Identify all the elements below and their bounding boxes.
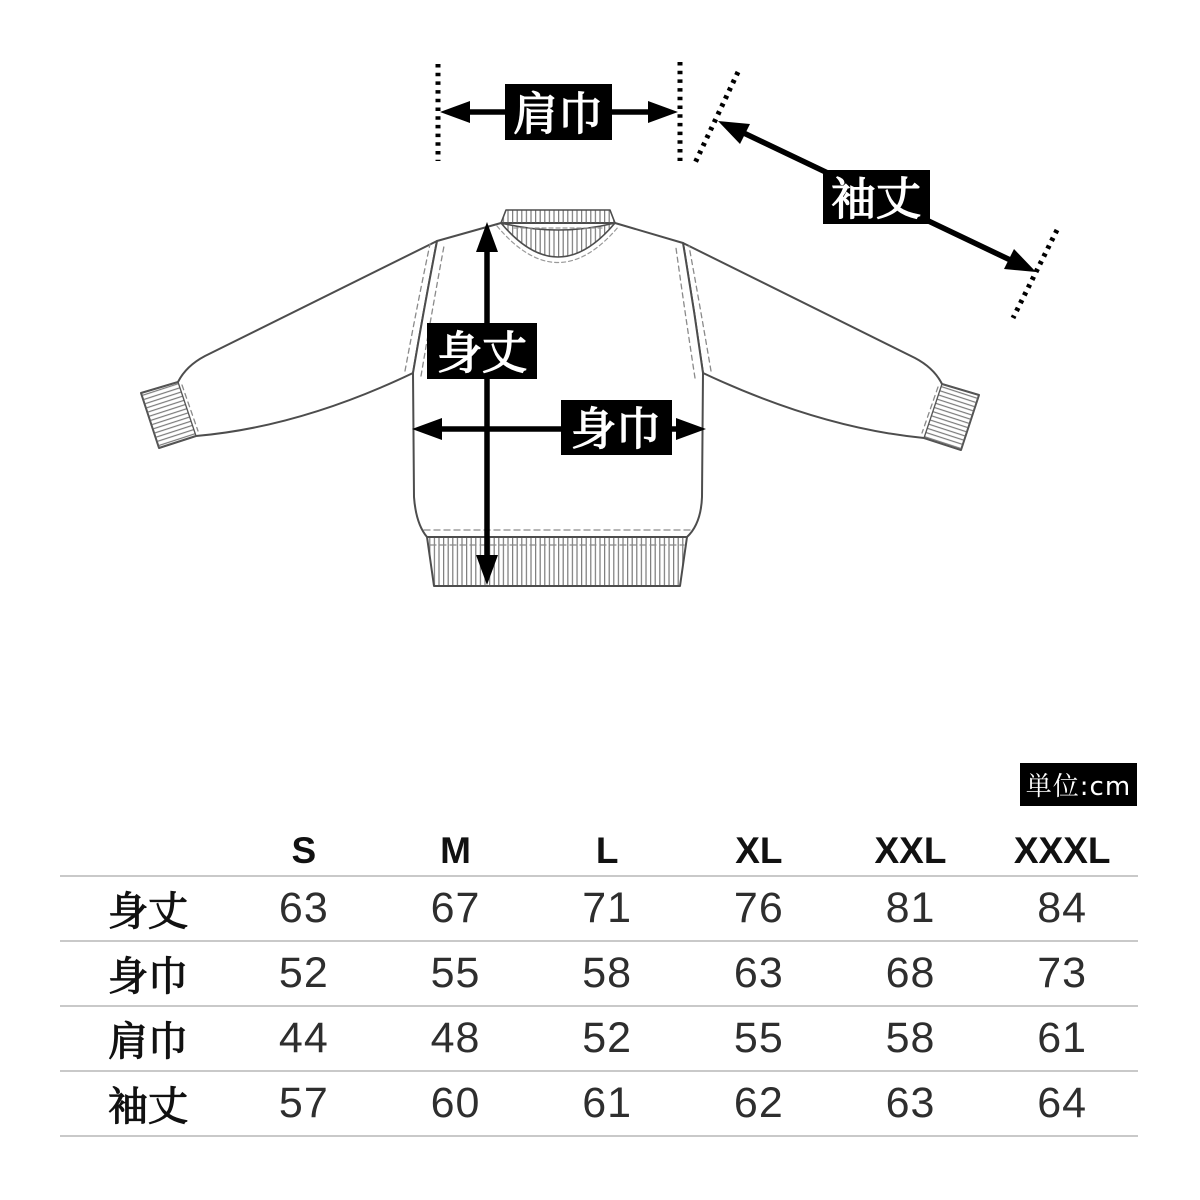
size-table: [60, 826, 1138, 1137]
cell-value: 68: [885, 949, 936, 997]
cell-value: 44: [278, 1014, 329, 1062]
body-length-label: 身丈: [436, 326, 528, 380]
cell-value: 55: [430, 949, 481, 997]
column-header-m: M: [440, 829, 471, 871]
cell-value: 60: [430, 1079, 481, 1127]
cell-value: 52: [278, 949, 329, 997]
arrowhead-icon: [1004, 249, 1036, 272]
cell-value: 48: [430, 1014, 481, 1062]
collar-back-rib: [501, 210, 615, 223]
sleeve-length-label: 袖丈: [830, 172, 922, 226]
table-row-sleeve-length: [60, 1070, 1138, 1137]
cell-value: 67: [430, 884, 481, 932]
body-panel: [413, 223, 703, 537]
row-label: 身丈: [108, 889, 188, 935]
cell-value: 76: [733, 884, 784, 932]
body-width-label: 身巾: [570, 402, 662, 456]
cell-value: 84: [1037, 884, 1088, 932]
cell-value: 58: [582, 949, 633, 997]
shoulder-width-label: 肩巾: [512, 87, 604, 141]
column-header-xxl: XXL: [874, 829, 947, 871]
shoulder-width-annotation: [438, 62, 680, 161]
cell-value: 62: [733, 1079, 784, 1127]
cell-value: 71: [582, 884, 633, 932]
size-table-header-row: [60, 826, 1138, 875]
cell-value: 61: [582, 1079, 633, 1127]
unit-badge-text: 単位:cm: [1025, 772, 1132, 802]
column-header-xxxl: XXXL: [1013, 829, 1111, 871]
cell-value: 63: [278, 884, 329, 932]
table-row-shoulder-width: [60, 1005, 1138, 1070]
row-label: 袖丈: [108, 1084, 188, 1130]
cell-value: 73: [1037, 949, 1088, 997]
row-label: 肩巾: [108, 1019, 188, 1065]
column-header-l: L: [595, 829, 619, 871]
row-label: 身巾: [108, 954, 188, 1000]
column-header-xl: XL: [735, 829, 783, 871]
unit-badge: [1020, 763, 1137, 806]
cell-value: 58: [885, 1014, 936, 1062]
cell-value: 63: [733, 949, 784, 997]
arrowhead-icon: [648, 101, 678, 123]
table-row-body-length: [60, 875, 1138, 940]
arrowhead-icon: [718, 121, 750, 144]
cell-value: 61: [1037, 1014, 1088, 1062]
extension-line: [1013, 230, 1057, 318]
arrowhead-icon: [440, 101, 470, 123]
cell-value: 55: [733, 1014, 784, 1062]
table-row-body-width: [60, 940, 1138, 1005]
cell-value: 63: [885, 1079, 936, 1127]
column-header-s: S: [291, 829, 317, 871]
sweatshirt-drawing: [141, 210, 979, 586]
cell-value: 64: [1037, 1079, 1088, 1127]
cell-value: 81: [885, 884, 936, 932]
cell-value: 57: [278, 1079, 329, 1127]
cell-value: 52: [582, 1014, 633, 1062]
extension-line: [695, 72, 738, 163]
